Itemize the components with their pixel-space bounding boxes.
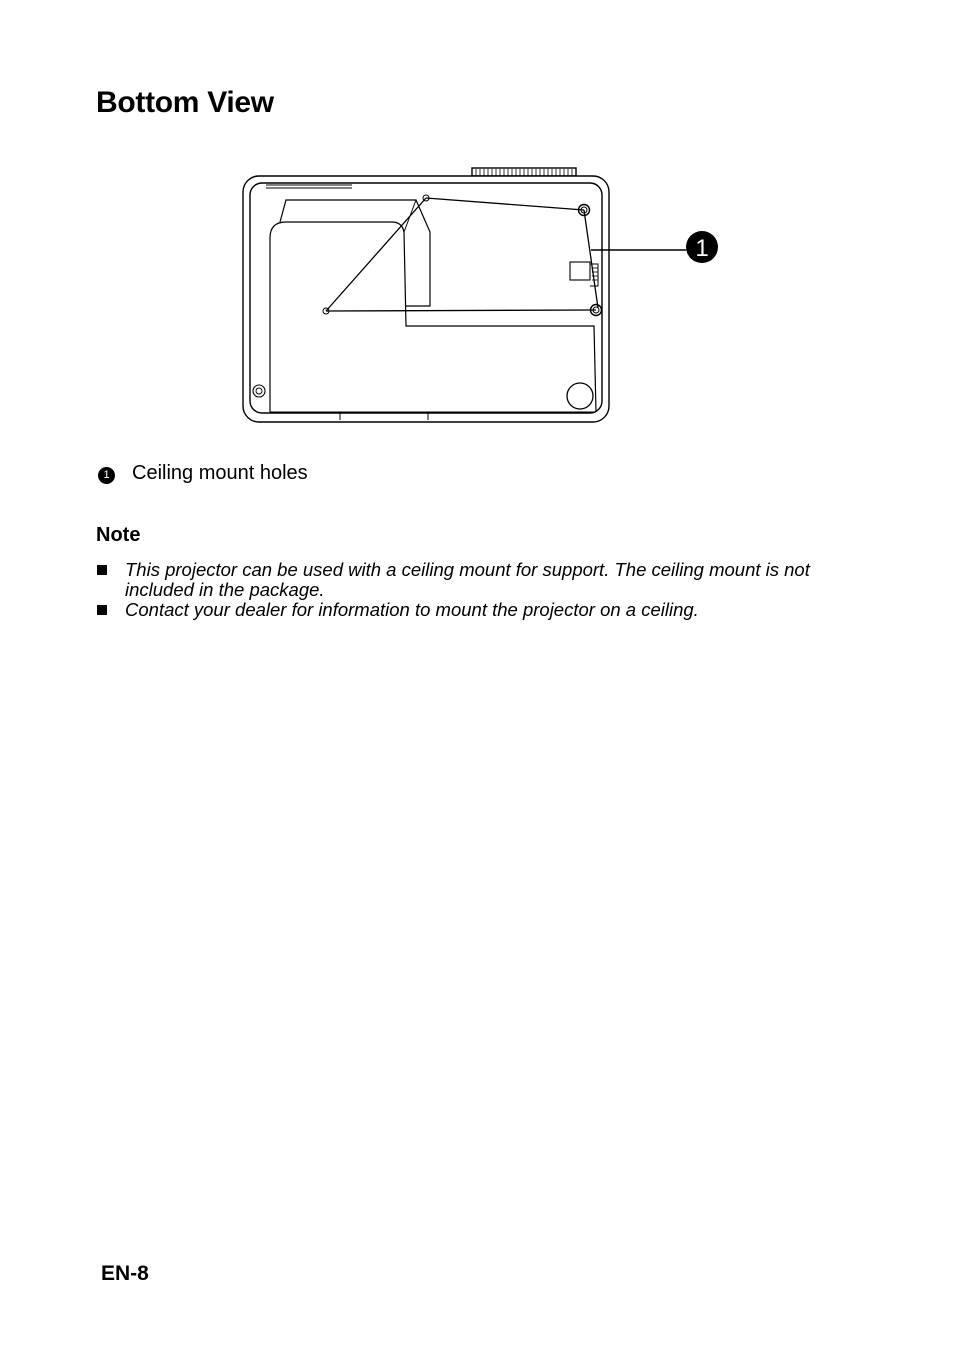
legend-item-ceiling-mount-holes — [98, 462, 308, 485]
note-item-text: Contact your dealer for information to mount the projector on a ceiling. — [125, 599, 699, 620]
projector-bottom-view-diagram — [236, 160, 726, 428]
legend-label: Ceiling mount holes — [132, 462, 308, 484]
note-list — [96, 560, 856, 620]
note-item — [96, 560, 856, 600]
page-title: Bottom View — [96, 86, 274, 119]
note-item-text: This projector can be used with a ceiling mount for support. The ceiling mount is not included in the package. — [125, 559, 810, 600]
page-number: EN-8 — [101, 1262, 149, 1285]
note-heading: Note — [96, 524, 141, 546]
square-bullet-icon — [97, 565, 107, 575]
callout-number: 1 — [695, 235, 709, 262]
legend-number-badge: 1 — [98, 467, 115, 484]
note-item — [96, 600, 856, 620]
square-bullet-icon — [97, 605, 107, 615]
